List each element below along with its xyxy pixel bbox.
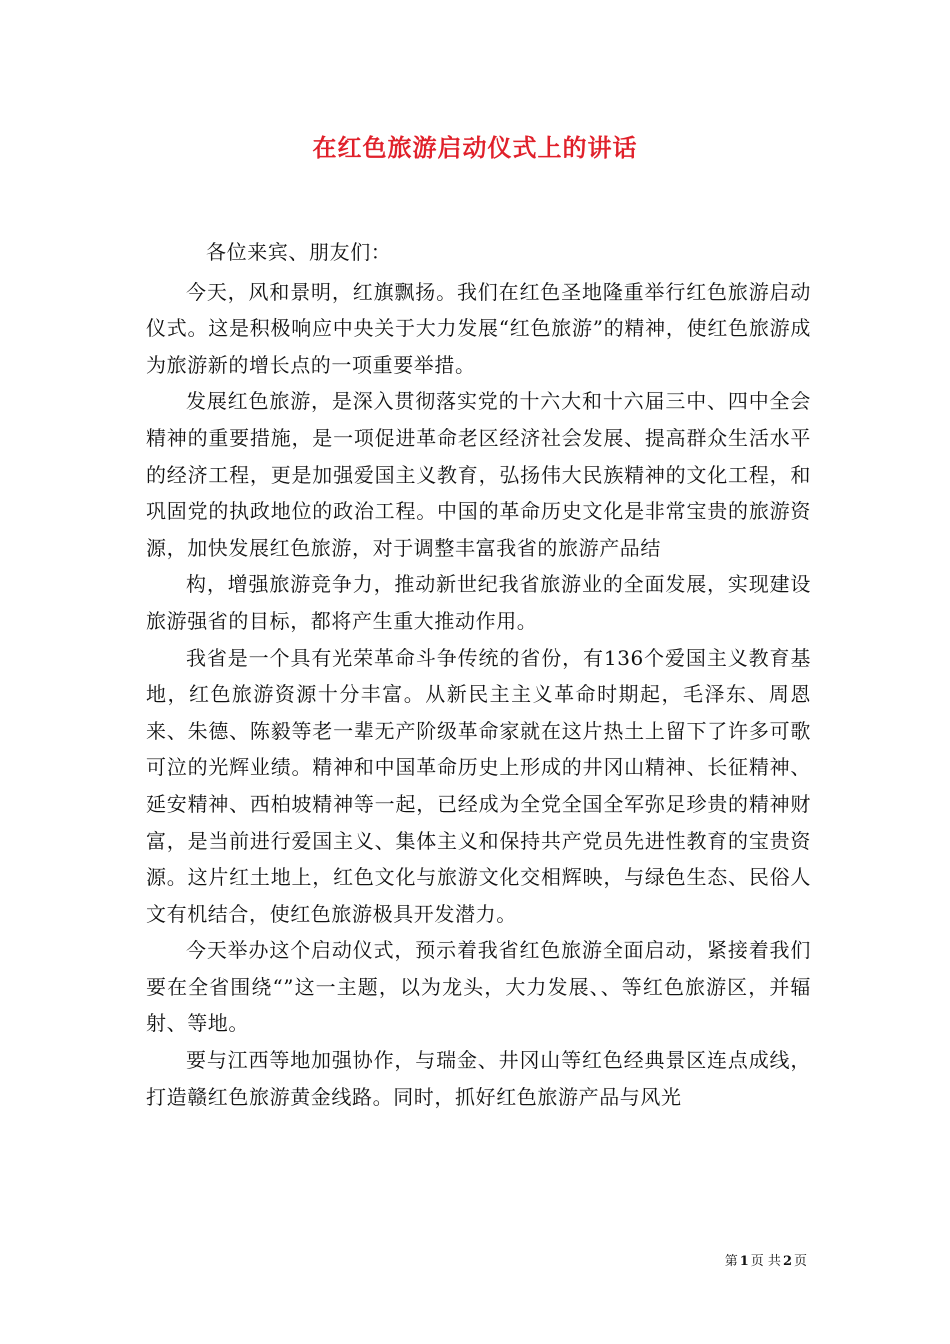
- current-page-number: 1: [739, 1254, 749, 1269]
- document-title: 在红色旅游启动仪式上的讲话: [312, 133, 638, 162]
- document-body: [146, 234, 811, 1115]
- paragraph: 今天举办这个启动仪式，预示着我省红色旅游全面启动，紧接着我们要在全省围绕“”这一主题，以为龙头，大力发展、、等红色旅游区，并辐射、等地。: [146, 938, 811, 1036]
- paragraph: 今天，风和景明，红旗飘扬。我们在红色圣地隆重举行红色旅游启动仪式。这是积极响应中央关于大力发展“红色旅游”的精神，使红色旅游成为旅游新的增长点的一项重要举措。: [146, 279, 811, 377]
- paragraph: 构，增强旅游竞争力，推动新世纪我省旅游业的全面发展，实现建设旅游强省的目标，都将产生重大推动作用。: [146, 572, 811, 633]
- footer-middle: 页 共: [750, 1254, 781, 1269]
- footer-suffix: 页: [793, 1254, 807, 1269]
- footer-prefix: 第: [724, 1254, 738, 1269]
- paragraph: 要与江西等地加强协作，与瑞金、井冈山等红色经典景区连点成线，打造赣红色旅游黄金线路。同时，抓好红色旅游产品与风光: [146, 1048, 811, 1109]
- paragraph: 我省是一个具有光荣革命斗争传统的省份，有136个爱国主义教育基地，红色旅游资源十分丰富。从新民主主义革命时期起，毛泽东、周恩来、朱德、陈毅等老一辈无产阶级革命家就在这片热土上留下了许多可歌可泣的光辉业绩。精神和中国革命历史上形成的井冈山精神、长征精神、延安精神、西柏坡精神等一起，已经成为全党全国全军弥足珍贵的精神财富，是当前进行爱国主义、集体主义和保持共产党员先进性教育的宝贵资源。这片红土地上，红色文化与旅游文化交相辉映，与绿色生态、民俗人文有机结合，使红色旅游极具开发潜力。: [146, 645, 811, 926]
- total-pages-number: 2: [782, 1254, 792, 1269]
- greeting-line: 各位来宾、朋友们：: [206, 240, 392, 264]
- paragraph: 发展红色旅游，是深入贯彻落实党的十六大和十六届三中、四中全会精神的重要措施，是一项促进革命老区经济社会发展、提高群众生活水平的经济工程，更是加强爱国主义教育，弘扬伟大民族精神的文化工程，和巩固党的执政地位的政治工程。中国的革命历史文化是非常宝贵的旅游资源，加快发展红色旅游，对于调整丰富我省的旅游产品结: [146, 389, 811, 560]
- page-number-footer: [725, 1250, 807, 1269]
